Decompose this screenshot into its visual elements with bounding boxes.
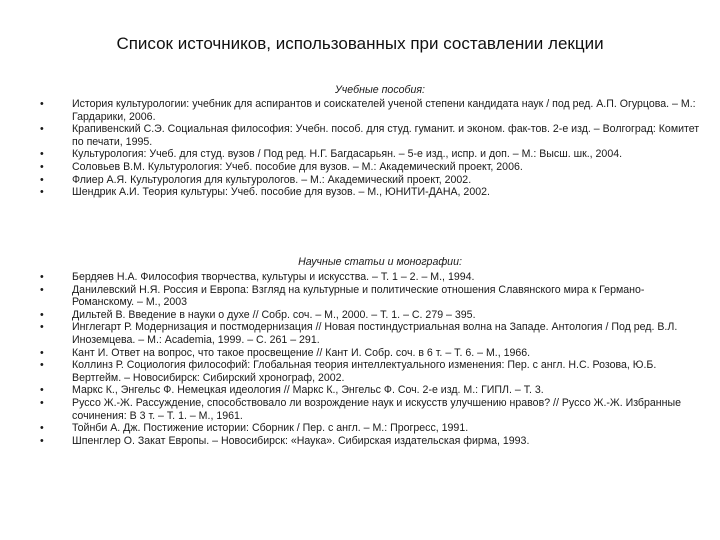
- bullet-icon: •: [40, 396, 44, 409]
- bullet-icon: •: [40, 359, 44, 372]
- bullet-icon: •: [40, 271, 44, 283]
- bullet-icon: •: [40, 123, 44, 136]
- list-item: • Соловьев В.М. Культурология: Учеб. пособие для вузов. – М.: Академический проект, 2006.: [40, 160, 523, 173]
- list-item: • Крапивенский С.Э. Социальная философия: Учебн. пособ. для студ. гуманит. и эконом. фак-тов. 2-е изд. – Волгоград: Комитет по печати, 1995.: [40, 123, 700, 148]
- bullet-icon: •: [40, 346, 44, 359]
- list-item: • Кант И. Ответ на вопрос, что такое просвещение // Кант И. Собр. соч. в 6 т. – Т. 6. – М., 1966.: [40, 346, 531, 359]
- bullet-icon: •: [40, 98, 44, 110]
- bullet-icon: •: [40, 186, 44, 199]
- list-item: • Шпенглер О. Закат Европы. – Новосибирск: «Наука». Сибирская издательская фирма, 1993.: [40, 434, 530, 447]
- bullet-icon: •: [40, 308, 44, 321]
- bullet-icon: •: [40, 321, 44, 334]
- textbooks-list: [38, 98, 710, 199]
- list-item: • Флиер А.Я. Культурология для культурологов. – М.: Академический проект, 2002.: [40, 173, 472, 186]
- section-heading-articles: Научные статьи и монографии:: [298, 256, 462, 268]
- articles-list: [38, 271, 710, 447]
- list-item: • Культурология: Учеб. для студ. вузов / Под ред. Н.Г. Багдасарьян. – 5-е изд., испр. и доп. – М.: Высш. шк., 2004.: [40, 148, 623, 161]
- list-item: • Данилевский Н.Я. Россия и Европа: Взгляд на культурные и политические отношения Славянского мира к Германо-Романскому. – М., 2003: [40, 283, 645, 309]
- list-item: • Коллинз Р. Социология философий: Глобальная теория интеллектуального изменения: Пер. с англ. Н.С. Розова, Ю.Б. Вертгейм. – Новосибирск: Сибирский хронограф, 2002.: [40, 359, 657, 384]
- list-item: • Дильтей В. Введение в науки о духе // Собр. соч. – М., 2000. – Т. 1. – С. 279 – 395.: [40, 308, 476, 321]
- list-item: • История культурологии: учебник для аспирантов и соискателей ученой степени кандидата наук / под ред. А.П. Огурцова. – М.: Гардарики, 2006.: [40, 98, 696, 123]
- bullet-icon: •: [40, 160, 44, 173]
- list-item: • Маркс К., Энгельс Ф. Немецкая идеология // Маркс К., Энгельс Ф. Соч. 2-е изд. М.: ГИПЛ. – Т. 3.: [40, 384, 544, 397]
- bullet-icon: •: [40, 148, 44, 161]
- page-title: Список источников, использованных при составлении лекции: [116, 34, 604, 53]
- bullet-icon: •: [40, 422, 44, 435]
- bullet-icon: •: [40, 434, 44, 447]
- bullet-icon: •: [40, 173, 44, 186]
- bullet-icon: •: [40, 384, 44, 397]
- list-item: • Шендрик А.И. Теория культуры: Учеб. пособие для вузов. – М., ЮНИТИ-ДАНА, 2002.: [40, 186, 490, 199]
- list-item: • Тойнби А. Дж. Постижение истории: Сборник / Пер. с англ. – М.: Прогресс, 1991.: [40, 422, 469, 435]
- section-heading-textbooks: Учебные пособия:: [335, 84, 425, 96]
- list-item: • Инглегарт Р. Модернизация и постмодернизация // Новая постиндустриальная волна на Западе. Антология / Под ред. В.Л. Иноземцева. – М.: Academia, 1999. – С. 261 – 291.: [40, 321, 678, 346]
- list-item: • Бердяев Н.А. Философия творчества, культуры и искусства. – Т. 1 – 2. – М., 1994.: [40, 271, 475, 283]
- list-item: • Руссо Ж.-Ж. Рассуждение, способствовало ли возрождение наук и искусств улучшению нравов? // Руссо Ж.-Ж. Избранные сочинения: В 3 т. – Т. 1. – М., 1961.: [40, 396, 681, 422]
- bullet-icon: •: [40, 283, 44, 296]
